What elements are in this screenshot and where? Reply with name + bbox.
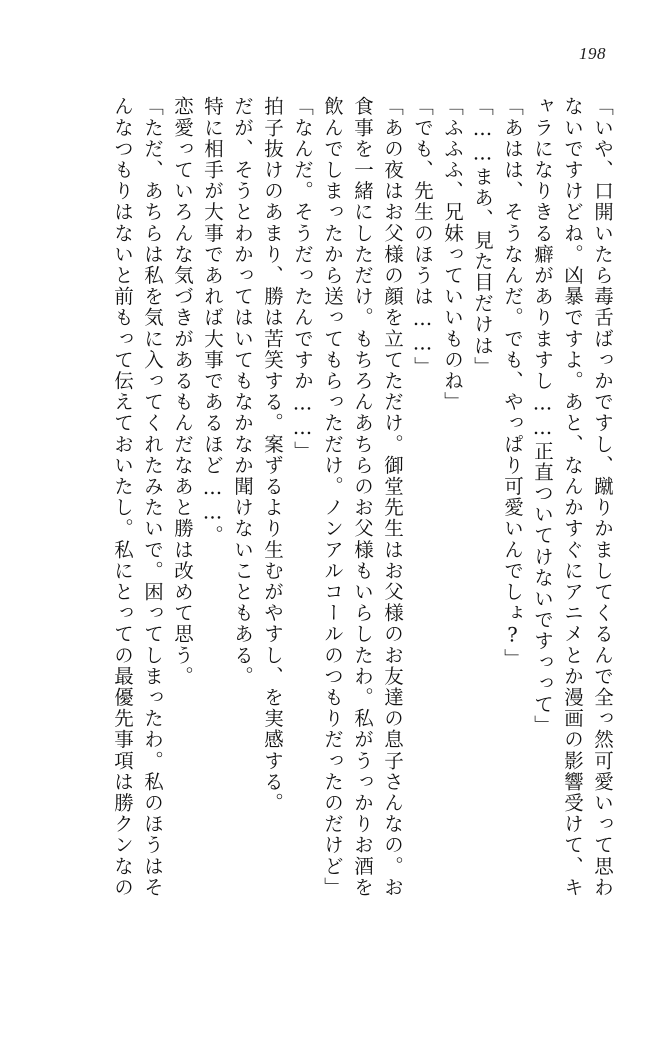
text-column: ないですけどね。凶暴ですよ。あと、なんかすぐにアニメとか漫画の影響受けて、キ: [561, 96, 584, 898]
text-column: 「なんだ。そうだったんですか……」: [291, 96, 314, 462]
text-column: 「あはは、そうなんだ。でも、やっぱり可愛いんでしょ?」: [501, 96, 524, 670]
vertical-text-body: [40, 96, 612, 1011]
text-column: んなつもりはないと前もって伝えておいたし。私にとっての最優先事項は勝クンなの: [111, 96, 134, 898]
text-column: 「あの夜はお父様の顔を立てただけ。御堂先生はお父様のお友達の息子さんなの。お: [381, 96, 404, 898]
text-column: 「いや、口開いたら毒舌ばっかですし、蹴りかましてくるんで全っ然可愛いって思わ: [591, 96, 614, 898]
page-number: 198: [579, 44, 606, 63]
text-column: だが、そうとわかってはいてもなかなか聞けないこともある。: [231, 96, 254, 687]
text-column: 「……まあ、見た目だけは」: [471, 96, 494, 378]
text-column: ャラになりきる癖がありますし……正直ついてけないですっって」: [531, 96, 554, 736]
text-column: 「でも、先生のほうは……」: [411, 96, 434, 378]
text-column: 「ふふふ、兄妹っていいものね」: [441, 96, 464, 413]
text-column: 拍子抜けのあまり、勝は苦笑する。案ずるより生むがやすし、を実感する。: [261, 96, 284, 814]
text-column: 飲んでしまったから送ってもらっただけ。ノンアルコールのつもりだったのだけど」: [321, 96, 344, 898]
text-column: 恋愛っていろんな気づきがあるもんだなあと勝は改めて思う。: [171, 96, 194, 687]
text-column: 食事を一緒にしただけ。もちろんあちらのお父様もいらしたわ。私がうっかりお酒を: [351, 96, 374, 898]
text-column: 特に相手が大事であれば大事であるほど……。: [201, 96, 224, 547]
text-column: 「ただ、あちらは私を気に入ってくれたみたいで。困ってしまったわ。私のほうはそ: [141, 96, 164, 898]
